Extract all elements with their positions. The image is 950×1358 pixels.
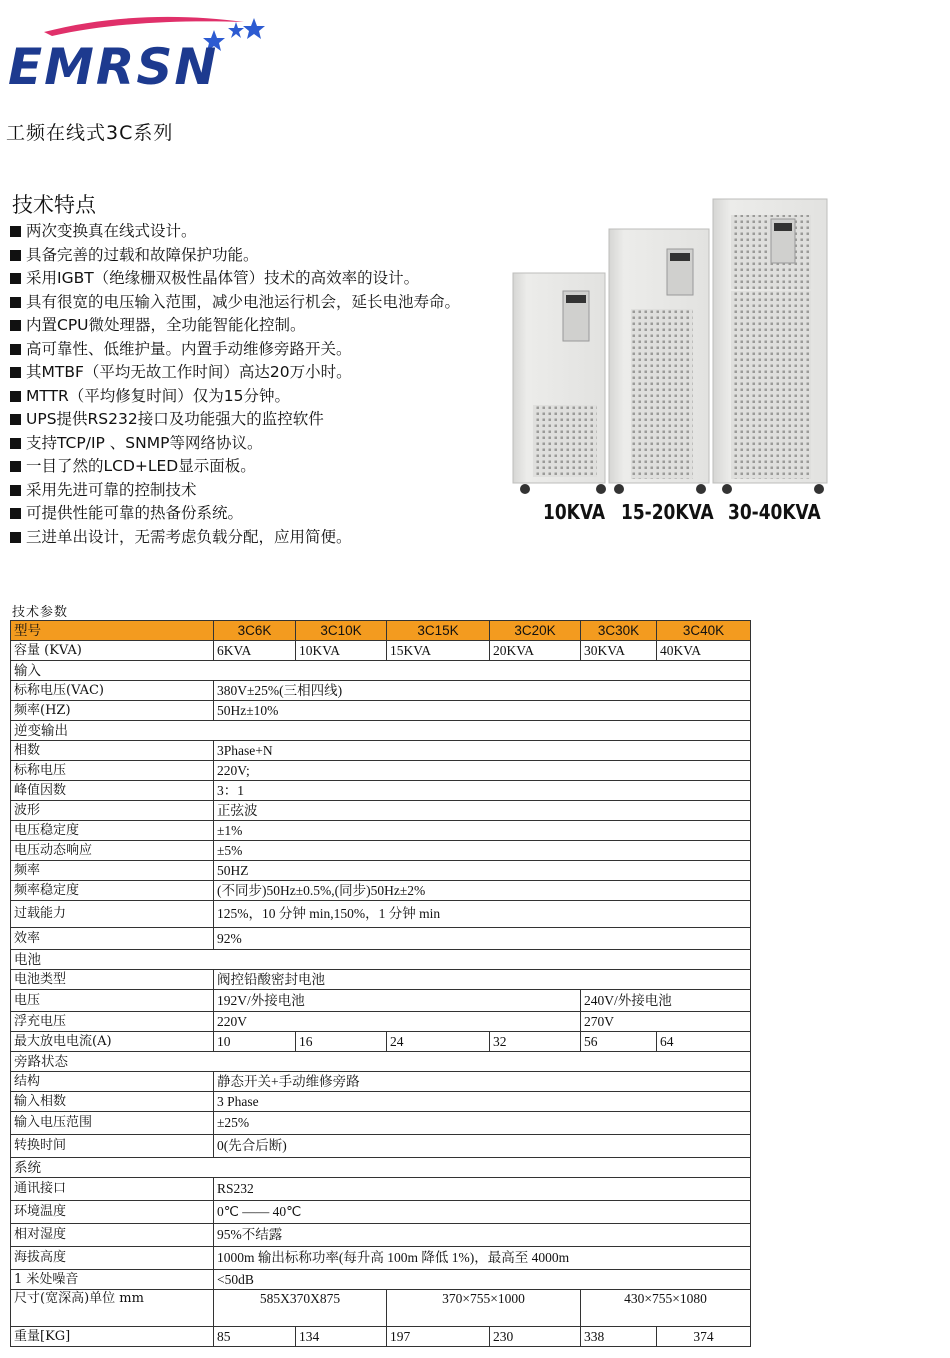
spec-table: [10, 620, 751, 1347]
features-heading: 技术特点: [12, 193, 96, 217]
table-cell: 380V±25%(三相四线): [214, 681, 751, 701]
table-cell: 阀控铅酸密封电池: [214, 970, 751, 990]
table-cell: 0(先合后断): [214, 1135, 751, 1158]
table-cell: 24: [387, 1032, 490, 1052]
row-label: 波形: [11, 801, 214, 821]
table-cell: 50HZ: [214, 861, 751, 881]
row-label: 尺寸(宽深高)单位 mm: [11, 1290, 214, 1327]
header-cell: 3C20K: [490, 621, 581, 641]
header-cell: 3C10K: [296, 621, 387, 641]
row-label: 电池类型: [11, 970, 214, 990]
square-bullet-icon: [10, 344, 21, 355]
feature-text: 两次变换真在线式设计。: [26, 222, 197, 240]
table-cell: 30KVA: [581, 641, 657, 661]
row-label: 输入相数: [11, 1092, 214, 1112]
table-cell: 50Hz±10%: [214, 701, 751, 721]
row-label: 最大放电电流(A): [11, 1032, 214, 1052]
table-cell: 134: [296, 1327, 387, 1347]
row-label: 标称电压: [11, 761, 214, 781]
header-cell: 3C40K: [657, 621, 751, 641]
table-cell: 6KVA: [214, 641, 296, 661]
square-bullet-icon: [10, 297, 21, 308]
table-cell: 16: [296, 1032, 387, 1052]
feature-text: MTTR（平均修复时间）仅为15分钟。: [26, 386, 291, 405]
feature-text: 内置CPU微处理器，全功能智能化控制。: [26, 316, 306, 334]
features-list: [10, 220, 460, 549]
ups-cabinets-illustration: [505, 195, 840, 495]
table-cell: 20KVA: [490, 641, 581, 661]
row-label: 输入电压范围: [11, 1112, 214, 1135]
section-heading: 系统: [11, 1158, 751, 1178]
table-cell: 10KVA: [296, 641, 387, 661]
square-bullet-icon: [10, 438, 21, 449]
table-cell: 370×755×1000: [387, 1290, 581, 1327]
row-label: 1 米处噪音: [11, 1270, 214, 1290]
table-cell: 220V: [214, 1012, 581, 1032]
table-cell: 10: [214, 1032, 296, 1052]
square-bullet-icon: [10, 273, 21, 284]
table-cell: 静态开关+手动维修旁路: [214, 1072, 751, 1092]
row-label: 电压动态响应: [11, 841, 214, 861]
feature-text: 其MTBF（平均无故工作时间）高达20万小时。: [26, 363, 352, 381]
emrsn-logo: [4, 8, 274, 88]
feature-item: [10, 408, 460, 432]
row-label: 重量[KG]: [11, 1327, 214, 1347]
feature-item: [10, 526, 460, 550]
row-label: 浮充电压: [11, 1012, 214, 1032]
feature-text: 采用IGBT（绝缘栅双极性晶体管）技术的高效率的设计。: [26, 269, 420, 287]
product-label-15-20kva: 15-20KVA: [621, 500, 714, 524]
feature-text: 具有很宽的电压输入范围，减少电池运行机会，延长电池寿命。: [26, 292, 461, 311]
section-heading: 输入: [11, 661, 751, 681]
table-cell: 0℃ —— 40℃: [214, 1201, 751, 1224]
feature-item: [10, 479, 460, 503]
table-cell: 40KVA: [657, 641, 751, 661]
square-bullet-icon: [10, 532, 21, 543]
row-label: 过载能力: [11, 901, 214, 928]
params-title: 技术参数: [12, 605, 69, 620]
square-bullet-icon: [10, 367, 21, 378]
table-cell: 15KVA: [387, 641, 490, 661]
table-cell: RS232: [214, 1178, 751, 1201]
table-cell: 95%不结露: [214, 1224, 751, 1247]
feature-item: [10, 291, 460, 315]
table-cell: 56: [581, 1032, 657, 1052]
row-label: 频率: [11, 861, 214, 881]
feature-item: [10, 502, 460, 526]
table-cell: ±1%: [214, 821, 751, 841]
table-header-row: [11, 621, 751, 641]
row-label: 标称电压(VAC): [11, 681, 214, 701]
feature-text: 具备完善的过载和故障保护功能。: [26, 245, 259, 264]
row-label: 海拔高度: [11, 1247, 214, 1270]
section-heading: 逆变输出: [11, 721, 751, 741]
table-cell: 正弦波: [214, 801, 751, 821]
table-cell: 220V;: [214, 761, 751, 781]
square-bullet-icon: [10, 320, 21, 331]
table-cell: 92%: [214, 928, 751, 950]
feature-item: [10, 432, 460, 456]
row-label: 相对湿度: [11, 1224, 214, 1247]
square-bullet-icon: [10, 250, 21, 261]
row-label: 频率(HZ): [11, 701, 214, 721]
table-cell: 585X370X875: [214, 1290, 387, 1327]
table-cell: ±25%: [214, 1112, 751, 1135]
row-label: 环境温度: [11, 1201, 214, 1224]
feature-text: UPS提供RS232接口及功能强大的监控软件: [26, 410, 324, 428]
row-label: 转换时间: [11, 1135, 214, 1158]
square-bullet-icon: [10, 485, 21, 496]
row-label: 电压: [11, 990, 214, 1012]
feature-item: [10, 220, 460, 244]
square-bullet-icon: [10, 414, 21, 425]
table-cell: 32: [490, 1032, 581, 1052]
square-bullet-icon: [10, 226, 21, 237]
row-label: 容量 (KVA): [11, 641, 214, 661]
table-cell: 125%，10 分钟 min,150%，1 分钟 min: [214, 901, 751, 928]
table-cell: 374: [657, 1327, 751, 1347]
feature-text: 支持TCP/IP 、SNMP等网络协议。: [26, 433, 263, 452]
header-cell: 3C15K: [387, 621, 490, 641]
row-label: 结构: [11, 1072, 214, 1092]
table-cell: <50dB: [214, 1270, 751, 1290]
table-cell: 85: [214, 1327, 296, 1347]
table-cell: 230: [490, 1327, 581, 1347]
feature-text: 高可靠性、低维护量。内置手动维修旁路开关。: [26, 339, 352, 358]
table-cell: 240V/外接电池: [581, 990, 751, 1012]
svg-text:EMRSN: EMRSN: [8, 38, 219, 88]
feature-item: [10, 338, 460, 362]
feature-text: 一目了然的LCD+LED显示面板。: [26, 457, 256, 475]
section-heading: 电池: [11, 950, 751, 970]
row-label: 相数: [11, 741, 214, 761]
square-bullet-icon: [10, 391, 21, 402]
row-label: 峰值因数: [11, 781, 214, 801]
table-cell: (不同步)50Hz±0.5%,(同步)50Hz±2%: [214, 881, 751, 901]
feature-item: [10, 361, 460, 385]
feature-item: [10, 267, 460, 291]
feature-item: [10, 314, 460, 338]
square-bullet-icon: [10, 461, 21, 472]
feature-item: [10, 455, 460, 479]
feature-item: [10, 385, 460, 409]
product-label-30-40kva: 30-40KVA: [728, 500, 821, 524]
row-label: 频率稳定度: [11, 881, 214, 901]
section-heading: 旁路状态: [11, 1052, 751, 1072]
table-cell: ±5%: [214, 841, 751, 861]
table-cell: 197: [387, 1327, 490, 1347]
feature-item: [10, 244, 460, 268]
header-cell: 3C6K: [214, 621, 296, 641]
feature-text: 可提供性能可靠的热备份系统。: [26, 504, 244, 522]
table-cell: 64: [657, 1032, 751, 1052]
table-row: [11, 641, 751, 661]
table-cell: 3 Phase: [214, 1092, 751, 1112]
feature-text: 三进单出设计，无需考虑负载分配，应用简便。: [26, 527, 352, 546]
table-cell: 270V: [581, 1012, 751, 1032]
table-cell: 430×755×1080: [581, 1290, 751, 1327]
header-cell: 型号: [11, 621, 214, 641]
table-cell: 3：1: [214, 781, 751, 801]
table-cell: 338: [581, 1327, 657, 1347]
square-bullet-icon: [10, 508, 21, 519]
row-label: 电压稳定度: [11, 821, 214, 841]
row-label: 通讯接口: [11, 1178, 214, 1201]
table-cell: 192V/外接电池: [214, 990, 581, 1012]
product-label-10kva: 10KVA: [543, 500, 605, 524]
series-title: 工频在线式3C系列: [6, 122, 174, 144]
table-cell: 1000m 输出标称功率(每升高 100m 降低 1%)，最高至 4000m: [214, 1247, 751, 1270]
table-cell: 3Phase+N: [214, 741, 751, 761]
row-label: 效率: [11, 928, 214, 950]
header-cell: 3C30K: [581, 621, 657, 641]
feature-text: 采用先进可靠的控制技术: [26, 480, 197, 499]
